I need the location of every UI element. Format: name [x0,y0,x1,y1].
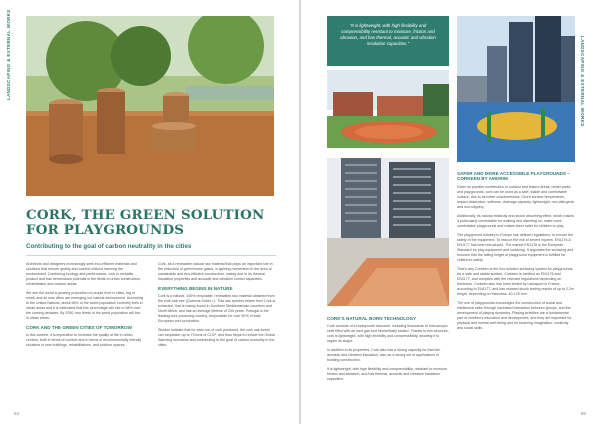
section-heading: SAFER AND MORE ACCESSIBLE PLAYGROUNDS – CORKEEN BY AMORIM [457,171,570,182]
section-heading: CORK AND THE GREEN CITIES OF TOMORROW [26,325,132,330]
paragraph: Given its positive contribution to outdoor and leisure areas, urban parks and playgrounds, cork can be used as a safe, stable and comfortable surface, due to its mean characteristics: Given surface temperature, impact absorption, softness, drainage capacity, lightweight, non-allergenic and non-slippery. [457,184,575,209]
left-page [0,0,299,424]
hero-photo-cork-stumps [26,16,274,196]
photo-playground-skyline [457,16,575,162]
paragraph: The playground industry in Europe has defined regulations, to ensure the safety of the equipment. To reduce the risk of severe injuries, EN1176 & EN1177 has been introduced. The market EN1176 is the European Standard for play equipment and surfacing. It regulates the surfacing and ensures that the falling height of playground equipment is fulfilled for children's safety. [457,232,574,262]
paragraph: Additionally, its natural elasticity and shock absorbing effect, which makes it particularly comfortable for walking and standing on, make more comfortable playgrounds and makes them safer for children to play. [457,213,575,228]
title-line-2: FOR PLAYGROUNDS [26,222,185,238]
paragraph: That's why Corkeen is the eco-solution surfacing system for playgrounds. As a safe and stable surface, Corkeen is certified as EN1176 and EN1177, and complies with the relevant regulations depending on thickness. Corkeen also has been tested by Labosport in France, according to EN1177, and has showed shock testing results of up to 2.2m height, depending on thickness, 40-125 mm. [457,266,574,296]
paragraph: We see the world a growing proportion of people ever in cities, big or small, and so new cities are emerging our natural environment. According to the United Nations, about 56% of the world population currently lives in urban areas and it is estimated that this percentage will rise to 68% over the coming decades. By 2050, two thirds of the world population will live in urban areas. [26,291,143,320]
paragraph: In addition to its properties, Cork also has a strong capacity for thermal, acoustic and vibration insulation, also as a strong set of applications in building construction. [327,348,441,363]
section-heading: EVERYTHING BEGINS IN NATURE [158,286,233,291]
paragraph: Cork consists of a honeycomb structure, including thousands of microscopic cells filled with an inert gas and hermetically sealed. Thanks to this structure, cork is lightweight, with high flexibility and compressibility, allowing it to regain its shape. [327,324,449,344]
right-column-1 [327,313,449,386]
divider [26,255,276,256]
paragraph: Architects and designers increasingly seek eco-efficient materials and solutions that ensure quality and comfort without harming the environment. Combining ecology and performance, cork is versatile product and has tremendous potential in the fields of urban construction, rehabilitation and outdoor areas. [26,262,142,286]
paragraph: The use of playgrounds encourages the construction of social and intellectual skills through increased interaction between groups, and the development of playing dynamics. Playing activities are a fundamental part of children's education and development, and they are important for physical and mental well-being and for fostering imagination, creativity and social skills. [457,300,572,330]
paragraph: It is lightweight, with high flexibility and compressibility, resistant to moisture, friction and abrasion, and has thermal, acoustic and vibration insulation capacities. [327,367,448,382]
right-page [301,0,600,424]
paragraph: Cork is a natural, 100% recyclable, renewable raw material obtained from the cork oak tree (Quercus Suber L). This oak species where from Cork is extracted, that is mainly found in Southern Mediterranean countries and North Africa, and has an average lifetime of 200 years. Portugal is the leading cork-producing country, responsible for over 50% of total European cork production. [158,294,276,324]
paragraph: Cork, as a renewable natural raw material that plays an important role in the reduction of greenhouse gases, is gaining momentum in the area of sustainable and eco-efficient construction, mainly due to its thermal insulation properties and acoustic and vibration control capacities. [158,262,273,281]
article-title [26,208,276,238]
photo-residential-towers [327,158,449,306]
section-label: LANDSCAPING & EXTERNAL WORKS [580,36,585,127]
page-number: 54 [14,411,20,416]
left-column-2 [158,262,276,352]
page-number: 55 [580,411,586,416]
section-label: LANDSCAPING & EXTERNAL WORKS [6,9,11,100]
article-subtitle: Contributing to the goal of carbon neutrality in the cities [26,243,192,250]
left-column-1 [26,262,144,352]
right-column-2 [457,168,575,335]
paragraph: Studies indicate that for each ton of cork produced, the cork oak forest can sequester up to 73 tons of CO2*, and thus helps to reduce the Global Warming scenarios and contributing to the goal of carbon neutrality in the cities. [158,328,275,348]
title-line-1: CORK, THE GREEN SOLUTION [26,207,265,223]
photo-school-courtyard [327,70,449,148]
paragraph: In this context, it is imperative to increase the quality of life in urban centers, both in terms of comfort and in terms of environmentally friendly solutions in new buildings, rehabilitations, and outdoor spaces. [26,333,142,348]
section-heading: CORK'S NATURAL BORN TECHNOLOGY [327,316,417,321]
pull-quote: "It is lightweight, with high flexibility and compressibility resistant to moisture, friction and abrasion, and has thermal, acoustic and vibration insulation capacities." [327,16,449,66]
